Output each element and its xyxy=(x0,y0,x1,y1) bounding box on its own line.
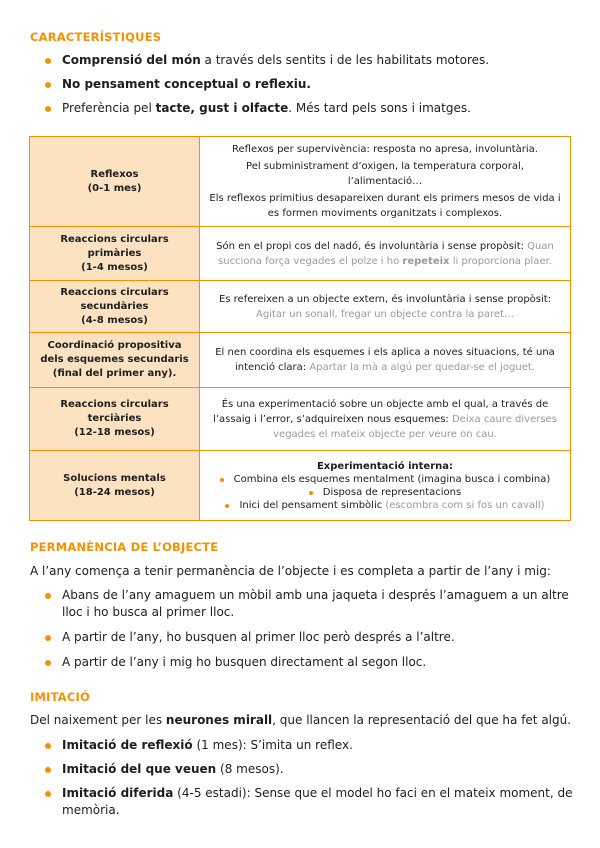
bullet-dot-icon xyxy=(45,106,51,112)
description-line: Pel subministrament d’oxigen, la temperatura corporal, l’alimentació… xyxy=(246,161,524,187)
stage-name: Coordinació propositiva dels esquemes secundaris xyxy=(40,340,189,365)
stage-age: (0-1 mes) xyxy=(87,182,142,194)
table-row xyxy=(30,227,571,281)
table-row xyxy=(30,137,571,227)
stage-age: (18-24 mesos) xyxy=(74,486,155,498)
section-title-caracteristiques: CARACTERÍSTIQUES xyxy=(30,30,162,44)
imitacio-intro xyxy=(30,712,575,729)
example-text: Quan succiona força vegades el polze i ho xyxy=(218,240,554,267)
stage-cell xyxy=(30,451,200,521)
stage-age: (1-4 mesos) xyxy=(81,261,148,273)
bullet-dot-icon xyxy=(45,58,51,64)
example-text: li proporciona plaer. xyxy=(449,255,552,267)
description-line: Reflexos per supervivència: resposta no apresa, involuntària. xyxy=(232,144,538,155)
list-item xyxy=(309,486,461,499)
list-text: A partir de l’any i mig ho busquen directament al segon lloc. xyxy=(62,655,427,669)
bullet-dot-icon xyxy=(220,478,224,482)
imitacio-list xyxy=(30,737,575,819)
table-row xyxy=(30,333,571,388)
table-row xyxy=(30,281,571,333)
bullet-dot-icon xyxy=(45,743,51,749)
stage-cell xyxy=(30,281,200,333)
mini-list xyxy=(208,473,562,512)
description-cell xyxy=(200,137,571,227)
example-text: Deixa caure diverses vegades el mateix objecte per veure on cau. xyxy=(273,413,557,440)
list-text: Preferència pel xyxy=(62,101,156,115)
list-item xyxy=(30,761,575,778)
list-item xyxy=(30,100,575,117)
stage-name: Reaccions circulars terciàries xyxy=(60,399,169,424)
stage-cell xyxy=(30,333,200,388)
list-item xyxy=(30,76,575,93)
stage-name: Reaccions circulars primàries xyxy=(60,233,169,259)
description-text: És una experimentació sobre un objecte amb el qual, a través de l’assaig i l’error, s’adquireixen nous esquemes: xyxy=(213,398,549,425)
bold-text: neurones mirall xyxy=(165,713,273,727)
bold-text: Comprensió del món xyxy=(62,53,201,67)
bullet-dot-icon xyxy=(45,791,51,797)
section-title-imitacio: IMITACIÓ xyxy=(30,690,90,704)
intro-text: Del naixement per les xyxy=(30,713,166,727)
stage-age: (final del primer any). xyxy=(52,368,177,379)
list-item xyxy=(220,473,551,486)
list-item xyxy=(225,499,544,512)
list-item xyxy=(30,737,575,754)
bullet-dot-icon xyxy=(225,504,229,508)
list-text: Abans de l’any amaguem un mòbil amb una jaqueta i després l’amaguem a un altre lloc i ho busca al primer lloc. xyxy=(62,588,569,619)
stage-name: Reaccions circulars secundàries xyxy=(60,286,169,312)
list-text: Inici del pensament simbòlic xyxy=(239,499,386,511)
description-cell xyxy=(200,388,571,451)
description-text: El nen coordina els esquemes i els aplica a noves situacions, té una intenció clara: xyxy=(215,347,555,373)
list-item xyxy=(30,629,575,646)
description-cell xyxy=(200,451,571,521)
list-item xyxy=(30,52,575,69)
caracteristiques-list xyxy=(30,52,575,117)
permanencia-list xyxy=(30,587,575,671)
bullet-dot-icon xyxy=(45,767,51,773)
list-item xyxy=(30,587,575,621)
example-text: (escombra com si fos un cavall) xyxy=(385,499,545,511)
list-text: Combina els esquemes mentalment (imagina busca i combina) xyxy=(233,473,551,485)
list-text: A partir de l’any, ho busquen al primer lloc però després a l’altre. xyxy=(62,630,455,644)
stage-age: (4-8 mesos) xyxy=(81,314,148,326)
bold-text: Imitació de reflexió xyxy=(62,738,193,752)
bullet-dot-icon xyxy=(45,660,51,666)
stage-cell xyxy=(30,388,200,451)
description-text: Són en el propi cos del nadó, és involuntària i sense propòsit: xyxy=(216,240,528,252)
description-cell xyxy=(200,333,571,388)
bold-text: Imitació del que veuen xyxy=(62,762,217,776)
permanencia-intro: A l’any comença a tenir permanència de l’objecte i es completa a partir de l’any i mig: xyxy=(30,564,551,578)
bold-text: tacte, gust i olfacte xyxy=(155,101,289,115)
stage-cell xyxy=(30,227,200,281)
bold-text: Imitació diferida xyxy=(62,786,174,800)
list-item xyxy=(30,785,575,819)
stage-age: (12-18 mesos) xyxy=(74,427,155,438)
description-cell xyxy=(200,227,571,281)
bullet-dot-icon xyxy=(45,593,51,599)
list-text: . Més tard pels sons i imatges. xyxy=(288,101,471,115)
example-text: Agitar un sonall, fregar un objecte contra la paret… xyxy=(255,308,515,320)
stage-name: Solucions mentals xyxy=(63,472,166,484)
list-text: (4-5 estadi): Sense que el model ho faci en el mateix moment, de memòria. xyxy=(62,786,573,817)
list-text: (1 mes): S’imita un reflex. xyxy=(192,738,353,752)
bold-text: No pensament conceptual o reflexiu. xyxy=(62,77,311,91)
stage-cell xyxy=(30,137,200,227)
bullet-dot-icon xyxy=(45,82,51,88)
list-text: (8 mesos). xyxy=(216,762,284,776)
description-text: Es refereixen a un objecte extern, és involuntària i sense propòsit: xyxy=(218,293,552,305)
subheading: Experimentació interna: xyxy=(316,460,454,472)
list-item xyxy=(30,654,575,671)
table-row xyxy=(30,388,571,451)
list-text: a través dels sentits i de les habilitats motores. xyxy=(200,53,490,67)
stage-name: Reflexos xyxy=(90,168,139,180)
example-bold: repeteix xyxy=(402,255,450,267)
example-text: Apartar la mà a algú per quedar-se el joguet. xyxy=(309,362,535,373)
intro-text: , que llancen la representació del que ha fet algú. xyxy=(272,713,572,727)
description-cell xyxy=(200,281,571,333)
description-line: Els reflexos primitius desapareixen durant els primers mesos de vida i es formen moviments organitzats i complexos. xyxy=(209,193,561,219)
development-stages-table xyxy=(29,136,571,521)
list-text: Disposa de representacions xyxy=(322,486,462,498)
bullet-dot-icon xyxy=(45,635,51,641)
table-row xyxy=(30,451,571,521)
bullet-dot-icon xyxy=(309,491,313,495)
section-title-permanencia: PERMANÈNCIA DE L’OBJECTE xyxy=(30,540,219,554)
